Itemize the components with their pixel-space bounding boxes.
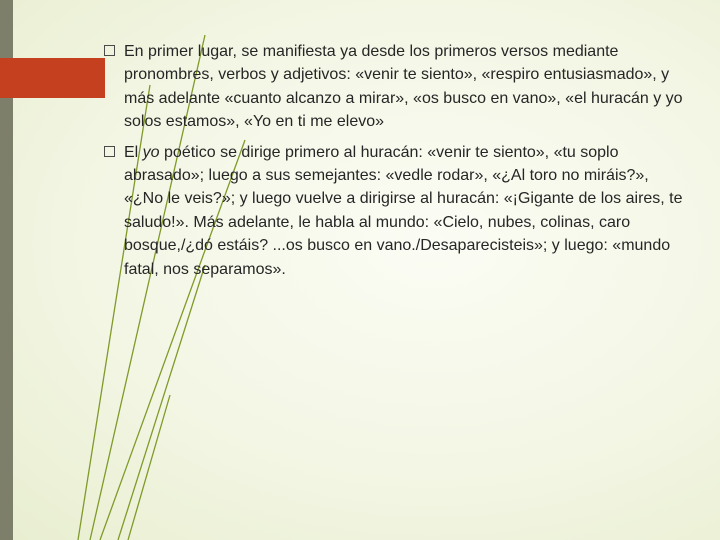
slide-content bbox=[104, 40, 684, 288]
bullet-text-end: poético se dirige primero al huracán: «venir te siento», «tu soplo abrasado»; luego a sus semejantes: «vedle rodar», «¿Al toro no miráis?», «¿No le veis?»; y luego vuelve a dirigirse al huracán: «¡Gigante de los aires, te saludo!». Más adelante, le habla al mundo: «Cielo, nubes, colinas, caro bosque,/¿dó estáis? ...os busco en vano./Desaparecisteis»; y luego: «mundo fatal, nos separamos». bbox=[124, 143, 683, 278]
bullet-text-italic: yo bbox=[142, 143, 160, 161]
bullet-text: En primer lugar, se manifiesta ya desde los primeros versos mediante pronombres, verbos y adjetivos: «venir te siento», «respiro entusiasmado», y más adelante «cuanto alcanzo a mirar», «os busco en vano», «el huracán y yo solos estamos», «Yo en ti me elevo» bbox=[124, 43, 683, 131]
bullet-item bbox=[104, 40, 684, 134]
square-bullet-icon bbox=[104, 45, 115, 56]
accent-tab bbox=[0, 58, 105, 98]
square-bullet-icon bbox=[104, 146, 115, 157]
bullet-text-start: El bbox=[124, 143, 143, 161]
bullet-item bbox=[104, 141, 684, 281]
